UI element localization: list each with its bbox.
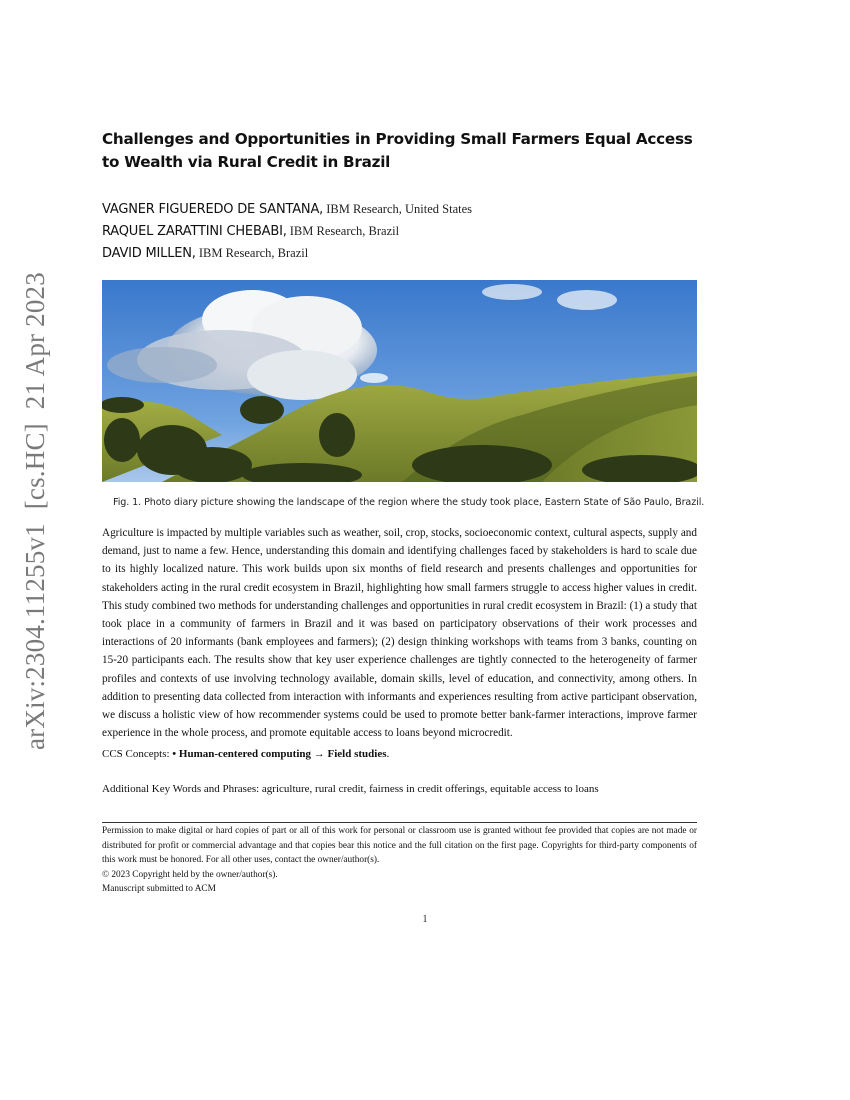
- author-name: RAQUEL ZARATTINI CHEBABI,: [102, 224, 287, 239]
- ccs-end: .: [386, 748, 390, 760]
- additional-keywords: Additional Key Words and Phrases: agriculture, rural credit, fairness in credit offerings, equitable access to loans: [102, 783, 599, 795]
- author-affiliation: IBM Research, United States: [323, 202, 473, 216]
- abstract-paragraph: Agriculture is impacted by multiple variables such as weather, soil, crop, stocks, socioeconomic context, cultural aspects, supply and demand, just to name a few. Hence, understanding this domain and identifying challenges faced by stakeholders is hard to scale due to its highly localized nature. This work builds upon six months of field research and presents challenges and opportunities for stakeholders acting in the rural credit ecosystem in Brazil, highlighting how small farmers struggle to access higher values in credit. This study combined two methods for understanding challenges and opportunities in rural credit ecosystem in Brazil: (1) a study that took place in a community of farmers in Brazil and it was based on participatory observations of their work processes and interactions of 20 informants (bank employees and farmers); (2) design thinking workshops with teams from 3 banks, counting on 15-20 participants each. The results show that key user experience challenges are tightly connected to the heterogeneity of farmer profiles and contexts of use involving technology available, domain skills, level of education, and connectivity, among others. In addition to presenting data collected from interaction with informants and experiences resulting from active participant observation, we discuss a holistic view of how recommender systems could be used to promote better bank-farmer interactions, improve farmer experience in the whole process, and promote equitable access to loans beyond microcredit.: [102, 527, 697, 740]
- arxiv-identifier-stamp: arXiv:2304.11255v1 [cs.HC] 21 Apr 2023: [20, 272, 50, 750]
- figure-landscape-photo: [102, 280, 697, 482]
- author-list: [102, 198, 472, 264]
- footnote-block: [102, 824, 697, 897]
- landscape-photo-image: [102, 280, 697, 482]
- paper-title: Challenges and Opportunities in Providing Small Farmers Equal Access to Wealth via Rural Credit in Brazil: [102, 130, 693, 171]
- author-entry: [102, 198, 472, 220]
- permission-notice: Permission to make digital or hard copies of part or all of this work for personal or classroom use is granted without fee provided that copies are not made or distributed for profit or commercial advantage and that copies bear this notice and the full citation on the first page. Copyrights for third-party components of this work must be honored. For all other uses, contact the owner/author(s).: [102, 826, 697, 866]
- ccs-bullet: •: [172, 748, 179, 760]
- ccs-concepts: [102, 748, 389, 760]
- author-name: VAGNER FIGUEREDO DE SANTANA,: [102, 202, 324, 217]
- footnote-divider: [102, 822, 697, 823]
- author-affiliation: IBM Research, Brazil: [286, 224, 400, 238]
- ccs-concept: Human-centered computing → Field studies: [178, 748, 387, 760]
- author-entry: [102, 242, 472, 264]
- author-entry: [102, 220, 472, 242]
- page-number: 1: [422, 914, 428, 925]
- author-name: DAVID MILLEN,: [102, 246, 196, 261]
- submission-notice: Manuscript submitted to ACM: [102, 884, 216, 895]
- figure-caption: Fig. 1. Photo diary picture showing the landscape of the region where the study took place, Eastern State of São Paulo, Brazil.: [113, 497, 705, 508]
- author-affiliation: IBM Research, Brazil: [195, 246, 309, 260]
- copyright-notice: © 2023 Copyright held by the owner/author(s).: [102, 869, 278, 880]
- ccs-label: CCS Concepts:: [102, 748, 173, 760]
